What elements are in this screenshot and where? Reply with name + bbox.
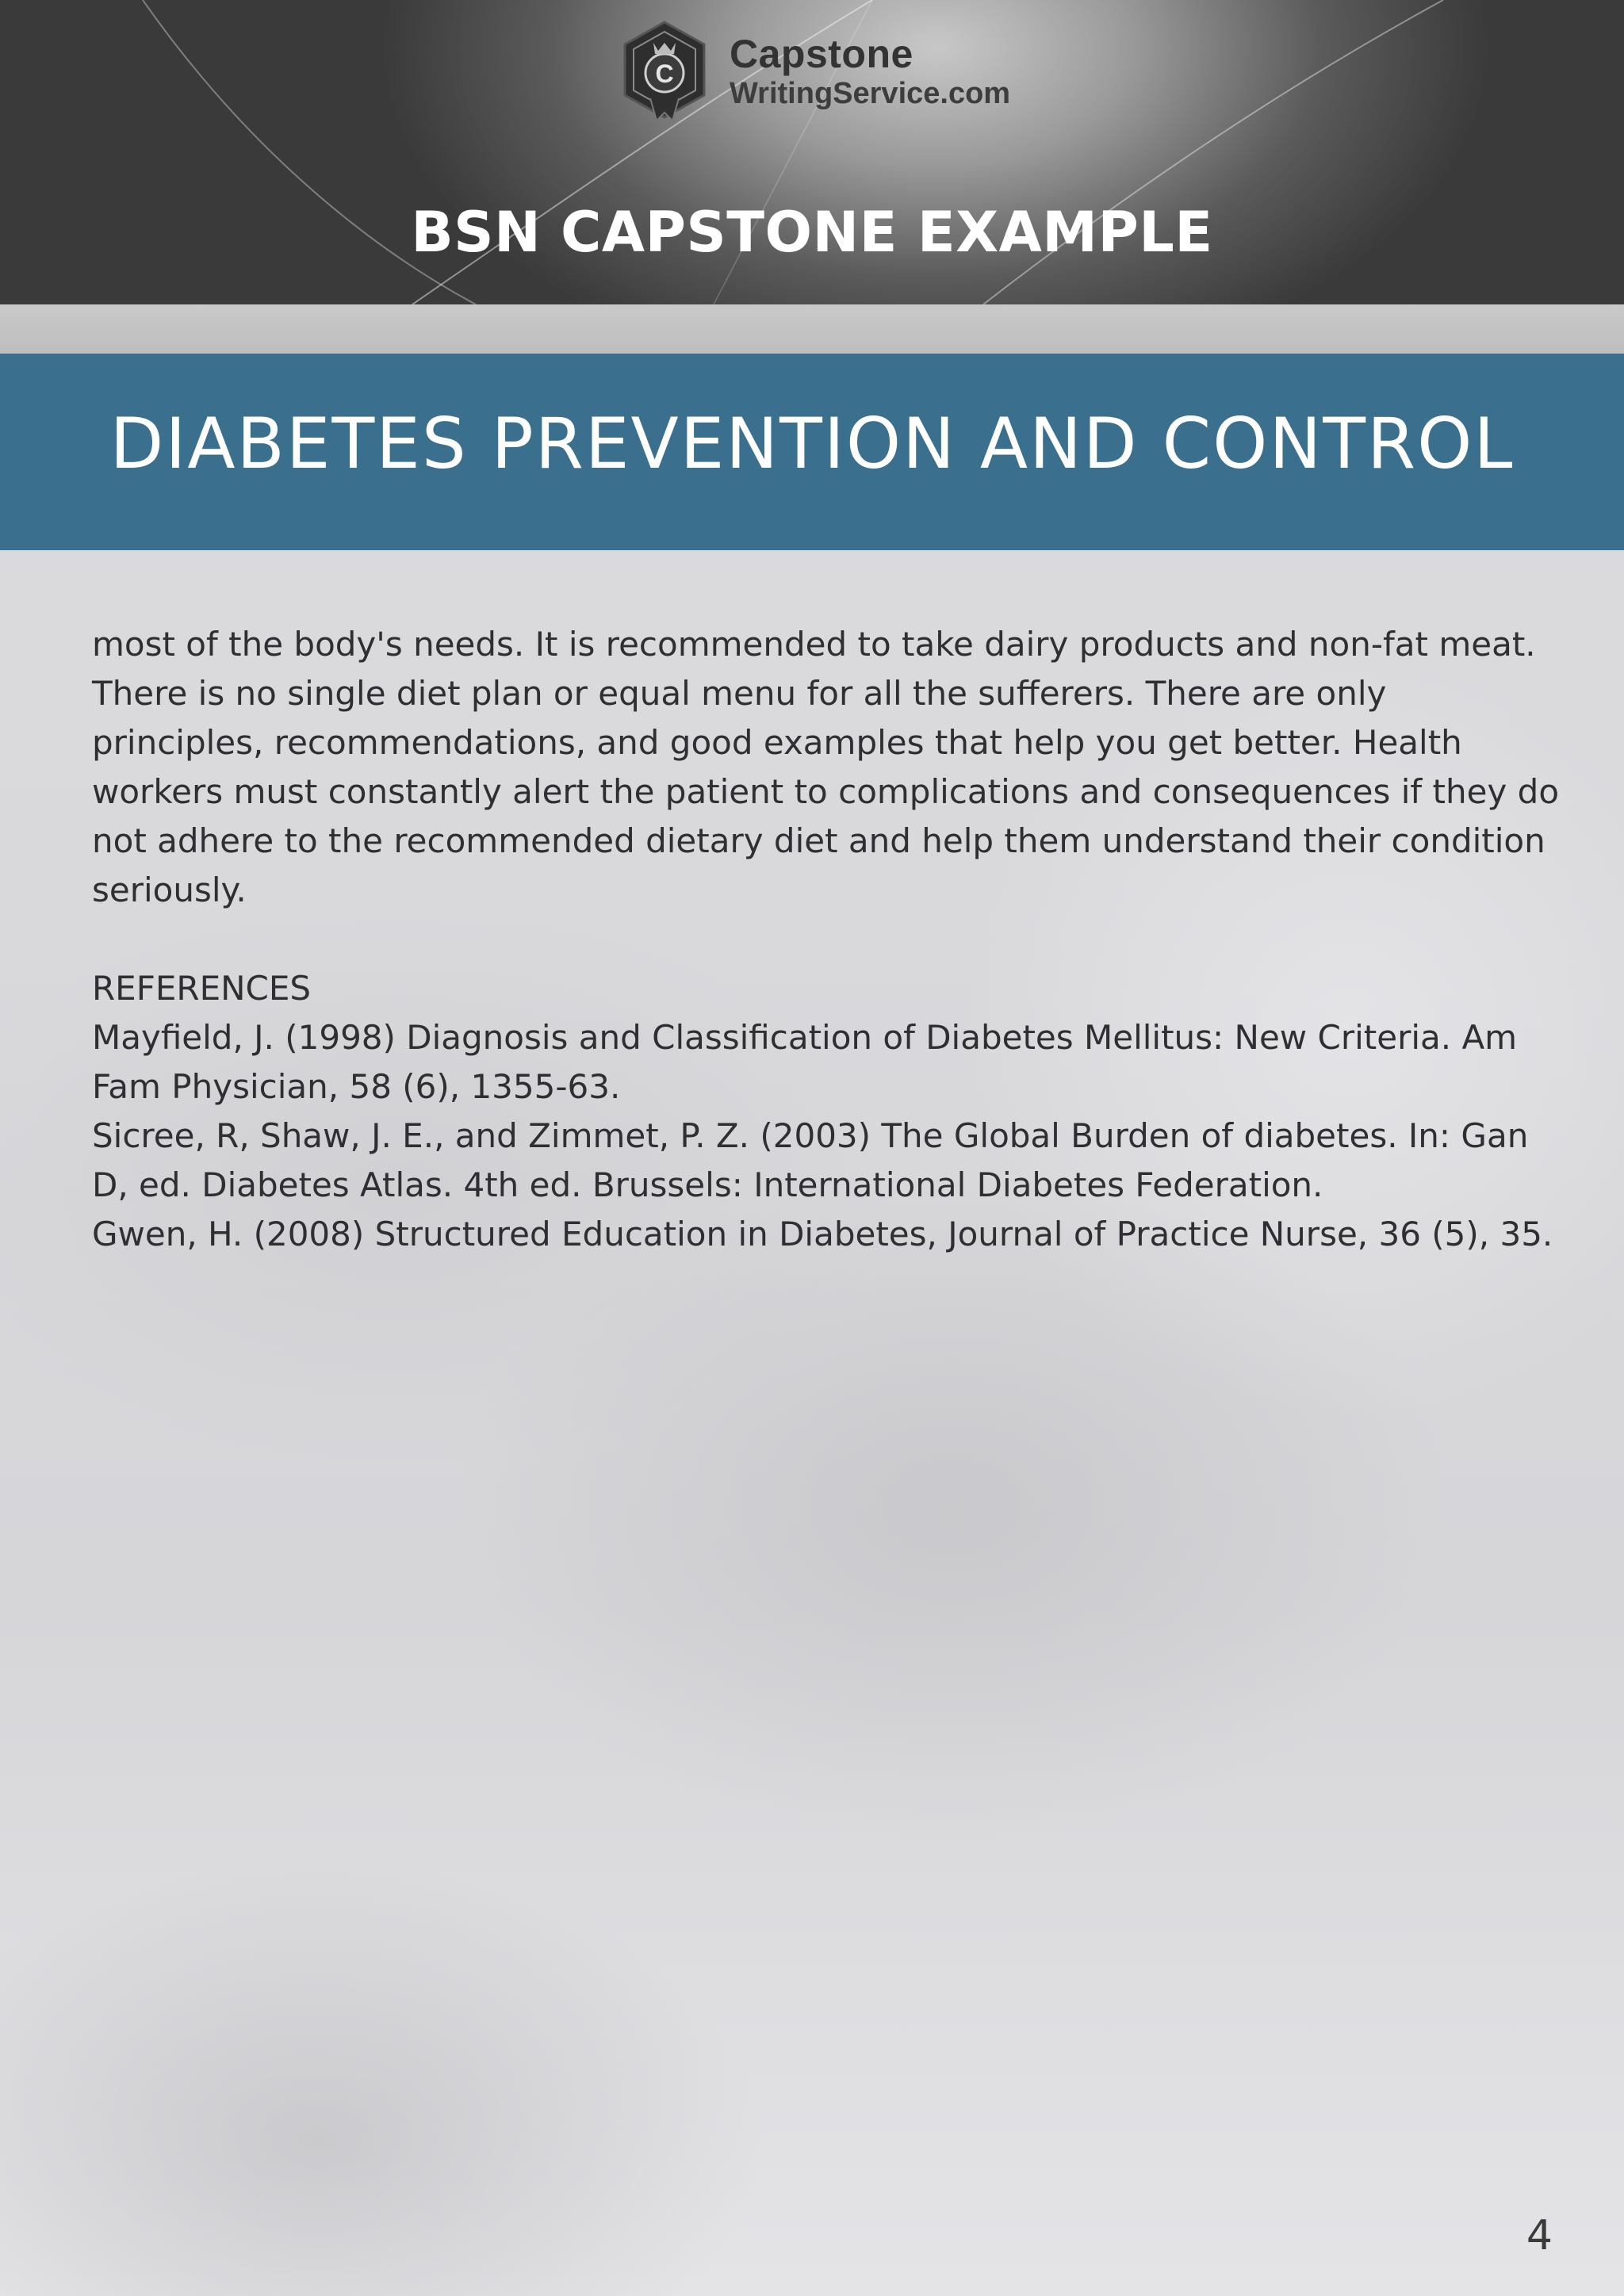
page-header xyxy=(0,0,1624,304)
title-band xyxy=(0,354,1624,550)
references-heading: REFERENCES xyxy=(92,969,312,1008)
brand-logo xyxy=(619,19,1010,124)
capstone-badge-icon xyxy=(619,19,710,124)
reference-item: Sicree, R, Shaw, J. E., and Zimmet, P. Z. (2003) The Global Burden of diabetes. In: Gan D, ed. Diabetes Atlas. 4th ed. Brussels: International Diabetes Federation. xyxy=(92,1116,1529,1204)
reference-item: Mayfield, J. (1998) Diagnosis and Classification of Diabetes Mellitus: New Criteria. Am Fam Physician, 58 (6), 1355-63. xyxy=(92,1018,1518,1106)
page-title: DIABETES PREVENTION AND CONTROL xyxy=(109,403,1515,484)
body-paragraph: most of the body's needs. It is recommended to take dairy products and non-fat meat. There is no single diet plan or equal menu for all the sufferers. There are only principles, recommendations, and good examples that help you get better. Health workers must constantly alert the patient to complications and consequences if they do not adhere to the recommended dietary diet and help them understand their condition seriously. xyxy=(92,625,1560,909)
page-number: 4 xyxy=(1526,2212,1553,2260)
logo-name: Capstone xyxy=(730,32,914,76)
header-divider-band xyxy=(0,304,1624,354)
document-label: BSN CAPSTONE EXAMPLE xyxy=(411,200,1213,265)
body-content xyxy=(92,620,1559,1259)
logo-letter: C xyxy=(655,59,674,88)
reference-item: Gwen, H. (2008) Structured Education in Diabetes, Journal of Practice Nurse, 36 (5), 35. xyxy=(92,1215,1553,1253)
logo-subtitle: WritingService.com xyxy=(730,77,1011,110)
